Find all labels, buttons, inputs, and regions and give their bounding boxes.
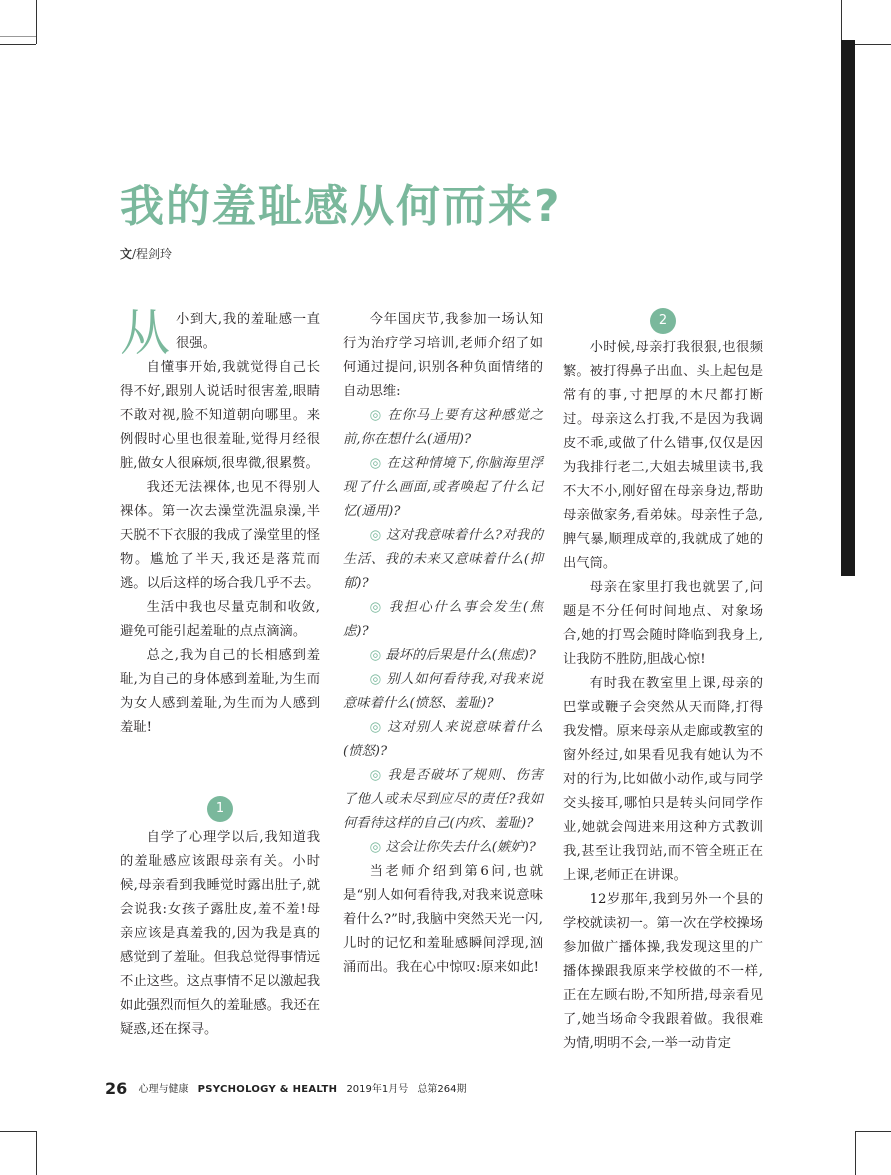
section-number-2: [563, 308, 763, 334]
bullet-icon: ◎: [369, 720, 383, 735]
question-text: 我是否破坏了规则、伤害了他人或未尽到应尽的责任?我如何看待这样的自己(内疚、羞耻)?: [343, 768, 543, 831]
paragraph: 总之,我为自己的长相感到羞耻,为自己的身体感到羞耻,为生而为女人感到羞耻,为生而为人感到羞耻!: [120, 648, 320, 735]
question-item: [343, 596, 543, 644]
crop-mark: [36, 1131, 37, 1175]
drop-cap: 从: [120, 304, 170, 362]
bullet-icon: ◎: [369, 768, 383, 783]
byline-prefix: 文: [120, 247, 133, 261]
question-item: [343, 836, 543, 860]
paragraph: 母亲在家里打我也就罢了,问题是不分任何时间地点、对象场合,她的打骂会随时降临到我身上,让我防不胜防,胆战心惊!: [563, 580, 763, 667]
crop-mark: [36, 0, 37, 44]
column-1: [120, 304, 320, 1042]
crop-mark: [0, 36, 36, 37]
bullet-icon: ◎: [369, 408, 383, 423]
crop-mark: [855, 44, 891, 45]
question-text: 别人如何看待我,对我来说意味着什么(愤怒、羞耻)?: [343, 672, 543, 711]
column-3: [563, 308, 763, 1056]
crop-mark: [0, 44, 36, 45]
page-number: 26: [105, 1079, 128, 1098]
question-text: 我担心什么事会发生(焦虑)?: [343, 600, 544, 639]
page-edge-bar: [841, 40, 855, 576]
paragraph: 12岁那年,我到另外一个县的学校就读初一。第一次在学校操场参加做广播体操,我发现这里的广播体操跟我原来学校做的不一样,正在左顾右盼,不知所措,母亲看见了,她当场命令我跟着做。我很难为情,明明不会,一举一动肯定: [563, 892, 763, 1051]
column-2: [343, 308, 543, 980]
byline-author: /程剑玲: [132, 247, 173, 261]
magazine-name: 心理与健康: [138, 1084, 189, 1095]
bullet-icon: ◎: [369, 528, 382, 543]
question-text: 这对我意味着什么?对我的生活、我的未来又意味着什么(抑郁)?: [343, 528, 543, 591]
first-paragraph: [120, 304, 320, 362]
crop-mark: [855, 1131, 891, 1132]
paragraph: 生活中我也尽量克制和收敛,避免可能引起羞耻的点点滴滴。: [120, 600, 320, 639]
crop-mark: [855, 1131, 856, 1175]
bullet-icon: ◎: [369, 600, 383, 615]
paragraph: 有时我在教室里上课,母亲的巴掌或鞭子会突然从天而降,打得我发懵。原来母亲从走廊或教室的窗外经过,如果看见我有她认为不对的行为,比如做小动作,或与同学交头接耳,哪怕只是转头问同学作业,她就会闯进来用这种方式教训我,甚至让我罚站,而不管全班正在上课,老师正在讲课。: [563, 676, 763, 883]
bullet-icon: ◎: [369, 456, 382, 471]
issue-date: 2019年1月号: [346, 1084, 409, 1095]
issue-total: 总第264期: [417, 1084, 467, 1095]
question-item: [343, 716, 543, 764]
question-item: [343, 644, 543, 668]
crop-mark: [841, 0, 842, 44]
paragraph: 当老师介绍到第6问,也就是“别人如何看待我,对我来说意味着什么?”时,我脑中突然天光一闪,儿时的记忆和羞耻感瞬间浮现,汹涌而出。我在心中惊叹:原来如此!: [343, 864, 543, 975]
article-title: 我的羞耻感从何而来?: [120, 181, 562, 232]
byline: [120, 245, 172, 262]
question-item: [343, 524, 543, 596]
bullet-icon: ◎: [369, 840, 382, 855]
question-text: 这会让你失去什么(嫉妒)?: [385, 840, 536, 855]
crop-mark: [0, 1131, 36, 1132]
bullet-icon: ◎: [369, 648, 382, 663]
paragraph: 我还无法裸体,也见不得别人裸体。第一次去澡堂洗温泉澡,半天脱不下衣服的我成了澡堂里的怪物。尴尬了半天,我还是落荒而逃。以后这样的场合我几乎不去。: [120, 480, 320, 591]
magazine-english-name: PSYCHOLOGY & HEALTH: [197, 1084, 338, 1095]
question-text: 在你马上要有这种感觉之前,你在想什么(通用)?: [343, 408, 543, 447]
bullet-icon: ◎: [369, 672, 382, 687]
section-number-1: [120, 796, 320, 822]
question-item: [343, 764, 543, 836]
question-text: 这对别人来说意味着什么(愤怒)?: [343, 720, 543, 759]
question-item: [343, 404, 543, 452]
paragraph: 小时候,母亲打我很狠,也很频繁。被打得鼻子出血、头上起包是常有的事,寸把厚的木尺都打断过。母亲这么打我,不是因为我调皮不乖,或做了什么错事,仅仅是因为我排行老二,大姐去城里读书,我不大不小,刚好留在母亲身边,帮助母亲做家务,看弟妹。母亲性子急,脾气暴,顺理成章的,我就成了她的出气筒。: [563, 340, 763, 571]
section-badge: 1: [207, 796, 233, 822]
question-item: [343, 452, 543, 524]
paragraph: 今年国庆节,我参加一场认知行为治疗学习培训,老师介绍了如何通过提问,识别各种负面情绪的自动思维:: [343, 312, 543, 399]
paragraph: 自学了心理学以后,我知道我的羞耻感应该跟母亲有关。小时候,母亲看到我睡觉时露出肚子,就会说我:女孩子露肚皮,羞不羞!母亲应该是真羞我的,因为我是真的感觉到了羞耻。但我总觉得事情远不止这些。这点事情不足以激起我如此强烈而恒久的羞耻感。我还在疑惑,还在探寻。: [120, 830, 320, 1037]
question-text: 最坏的后果是什么(焦虑)?: [385, 648, 536, 663]
question-item: [343, 668, 543, 716]
paragraph: 小到大,我的羞耻感一直很强。: [176, 312, 320, 351]
section-badge: 2: [650, 308, 676, 334]
page-footer: [105, 1079, 467, 1098]
question-text: 在这种情境下,你脑海里浮现了什么画面,或者唤起了什么记忆(通用)?: [343, 456, 543, 519]
paragraph: 自懂事开始,我就觉得自己长得不好,跟别人说话时很害羞,眼睛不敢对视,脸不知道朝向哪里。来例假时心里也很羞耻,觉得月经很脏,做女人很麻烦,很卑微,很累赘。: [120, 360, 320, 471]
